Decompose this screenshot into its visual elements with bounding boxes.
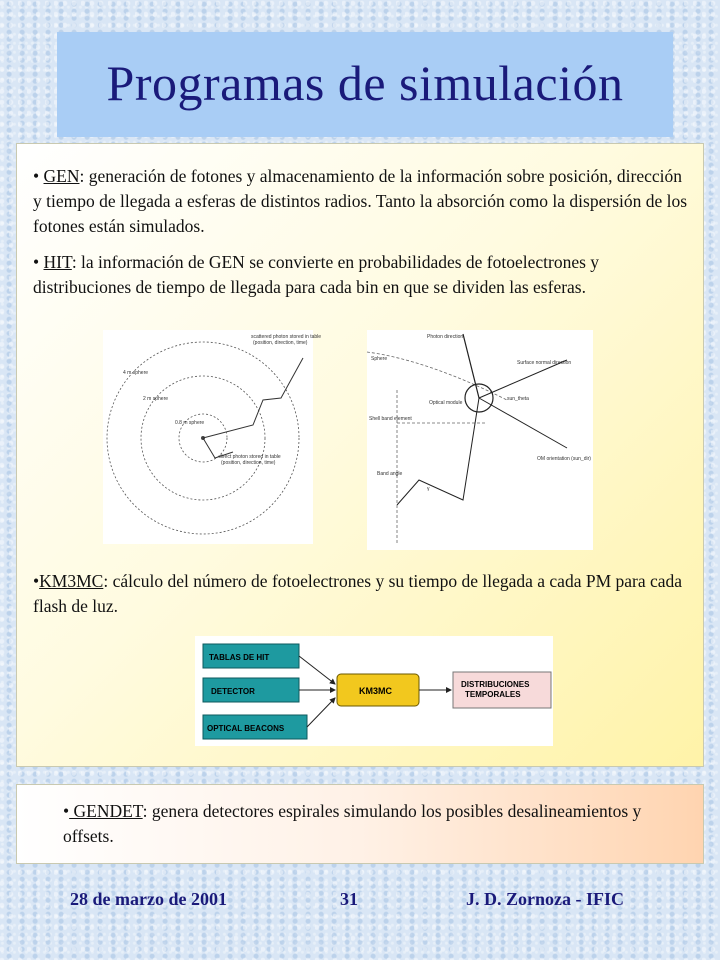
- label-km3mc: KM3MC: [359, 686, 392, 696]
- bullet-marker: •: [33, 252, 40, 272]
- bullet-text-km3mc: : cálculo del número de fotoelectrones y su tiempo de llegada a cada PM para cada flash de luz.: [33, 571, 683, 616]
- label-dist-1: DISTRIBUCIONES: [461, 680, 530, 689]
- bullet-marker: •: [33, 571, 40, 591]
- label-photon-direction: Photon direction: [427, 334, 464, 340]
- km3mc-flowchart: [195, 636, 553, 746]
- bullet-gen: [33, 164, 693, 239]
- bullet-gendet: [63, 799, 683, 849]
- bullet-marker: •: [63, 801, 70, 821]
- footer-date: 28 de marzo de 2001: [70, 889, 227, 909]
- gendet-box: [16, 784, 704, 864]
- bullet-text-gen: : generación de fotones y almacenamiento de la información sobre posición, dirección y tiempo de llegada a esferas de distintos radios. Tanto la absorción como la dispersión de los fotones están simulados.: [33, 166, 688, 236]
- label-surface-normal: Surface normal direction: [517, 360, 572, 366]
- spheres-figure: [103, 330, 322, 544]
- bullet-marker: •: [33, 166, 40, 186]
- bullet-hit: [33, 250, 693, 300]
- geometry-diagram: [367, 330, 593, 550]
- spheres-diagram: [103, 330, 322, 544]
- label-optical: OPTICAL BEACONS: [207, 724, 285, 733]
- label-detector: DETECTOR: [211, 687, 255, 696]
- footer-page-number: 31: [340, 889, 358, 909]
- bullet-term-km3mc: KM3MC: [39, 571, 104, 591]
- label-gamma: γ: [427, 486, 430, 492]
- label-direct-1: direct photon stored in table: [219, 454, 281, 460]
- footer-author: J. D. Zornoza - IFIC: [466, 889, 624, 909]
- page-title: Programas de simulación: [106, 55, 624, 111]
- label-scattered-2: (position, direction, time): [253, 340, 308, 346]
- bullet-term-gendet: GENDET: [69, 801, 143, 821]
- bullet-text-hit: : la información de GEN se convierte en probabilidades de fotoelectrones y distribuciones de tiempo de llegada para cada bin en que se dividen las esferas.: [33, 252, 600, 297]
- label-shell-band: Shell band element: [369, 416, 412, 422]
- label-sphere: Sphere: [371, 356, 388, 362]
- label-2m-sphere: 2 m sphere: [143, 396, 169, 402]
- label-sun-theta: sun_theta: [507, 396, 529, 402]
- label-direct-2: (position, direction, time): [221, 460, 276, 466]
- geometry-figure: [367, 330, 593, 550]
- bullet-term-hit: HIT: [43, 252, 72, 272]
- title-box: [57, 32, 673, 137]
- label-band-angle: Band angle: [377, 471, 403, 477]
- label-tablas: TABLAS DE HIT: [209, 653, 270, 662]
- bullet-km3mc: [33, 569, 693, 619]
- bullet-term-gen: GEN: [43, 166, 80, 186]
- label-scattered-1: scattered photon stored in table: [251, 334, 322, 340]
- label-08m-sphere: 0.8 m sphere: [175, 420, 205, 426]
- bullet-text-gendet: : genera detectores espirales simulando los posibles desalineamientos y offsets.: [63, 801, 642, 846]
- label-om-orientation: OM orientation (sun_dir): [537, 456, 591, 462]
- label-optical-module: Optical module: [429, 400, 463, 406]
- label-4m-sphere: 4 m sphere: [123, 370, 149, 376]
- flowchart-diagram: [195, 636, 553, 746]
- main-content-box: [16, 143, 704, 767]
- label-dist-2: TEMPORALES: [465, 690, 521, 699]
